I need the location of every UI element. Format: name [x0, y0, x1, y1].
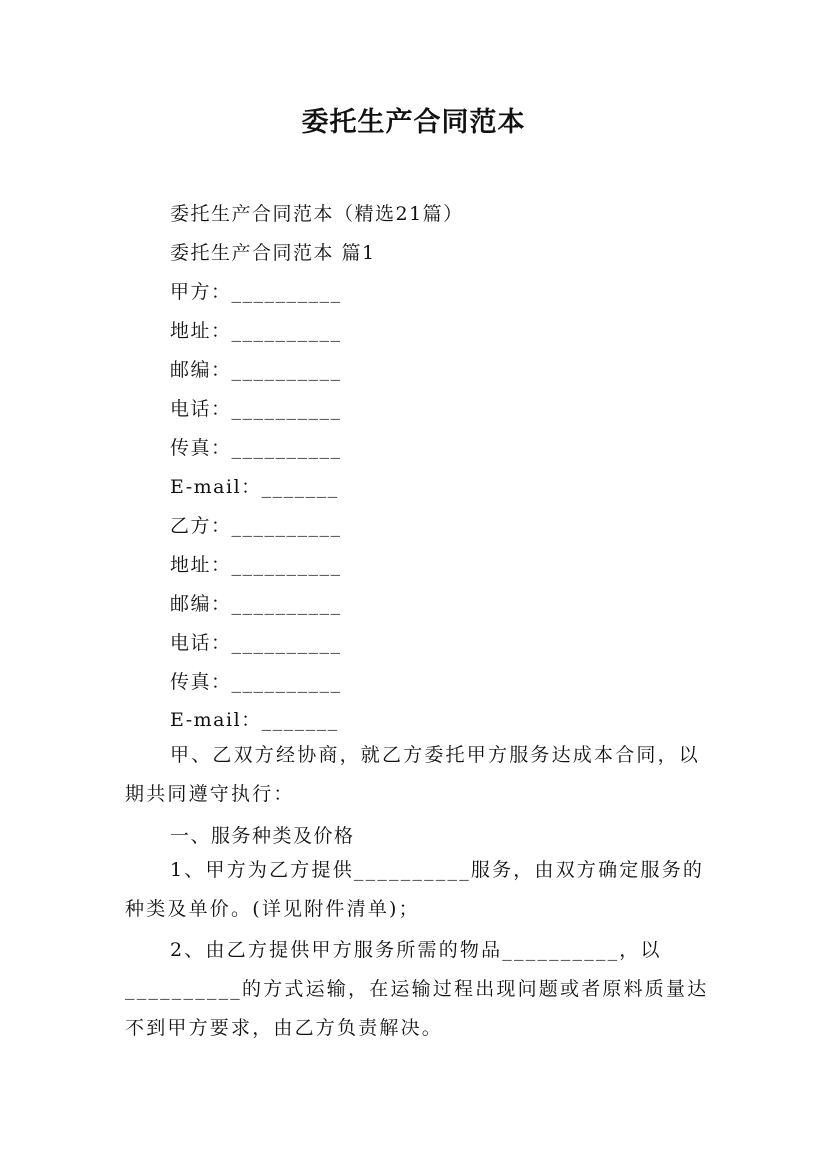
party-a-postcode-field: 邮编：__________ [170, 359, 342, 381]
party-a-name-field: 甲方：__________ [170, 281, 342, 303]
clause-heading: 一、服务种类及价格 [170, 825, 355, 847]
party-b-postcode-field: 邮编：__________ [170, 593, 342, 615]
clause-1-paragraph: 1、甲方为乙方提供__________服务，由双方确定服务的种类及单价。(详见附件清单)； [125, 859, 705, 920]
preamble-paragraph: 甲、乙双方经协商，就乙方委托甲方服务达成本合同，以期共同遵守执行： [125, 744, 701, 805]
party-a-fax-field: 传真：__________ [170, 437, 342, 459]
party-b-fax-field: 传真：__________ [170, 671, 342, 693]
section-heading: 委托生产合同范本 篇1 [170, 242, 376, 264]
party-b-address-field: 地址：__________ [170, 554, 342, 576]
party-b-phone-field: 电话：__________ [170, 632, 342, 654]
party-a-address-field: 地址：__________ [170, 320, 342, 342]
party-a-phone-field: 电话：__________ [170, 398, 342, 420]
clause-2-paragraph: 2、由乙方提供甲方服务所需的物品__________，以__________的方式运输，在运输过程出现问题或者原料质量达不到甲方要求，由乙方负责解决。 [125, 939, 709, 1039]
party-a-email-field: E-mail：_______ [170, 476, 339, 498]
party-b-email-field: E-mail：_______ [170, 709, 339, 731]
party-b-name-field: 乙方：__________ [170, 515, 342, 537]
document-title: 委托生产合同范本 [301, 107, 526, 138]
document-subtitle: 委托生产合同范本（精选21篇） [170, 203, 464, 225]
